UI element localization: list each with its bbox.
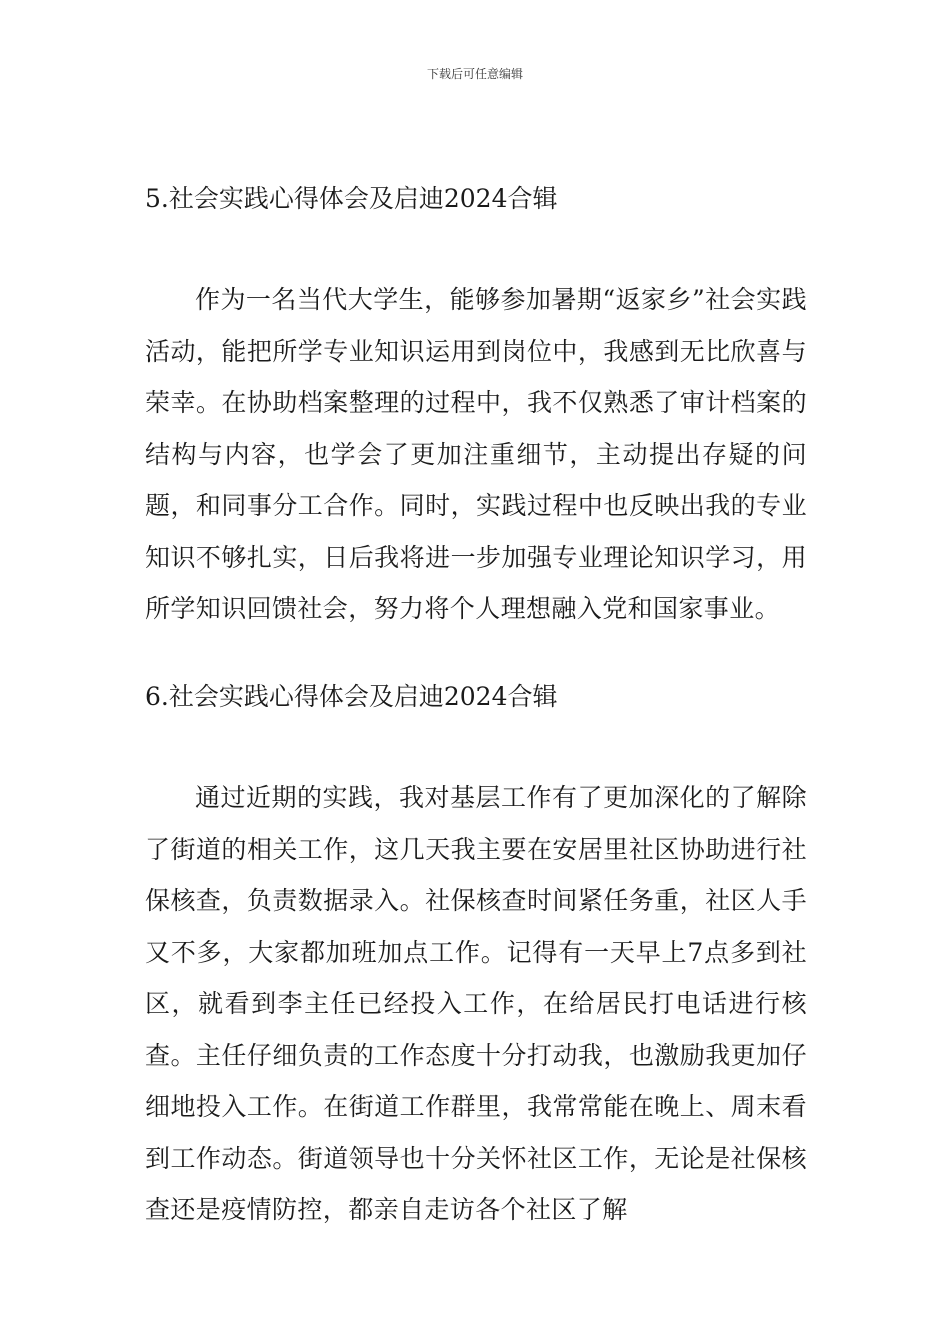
section-5-title: 5.社会实践心得体会及启迪2024合辑 (145, 184, 558, 213)
section-5-body: 作为一名当代大学生，能够参加暑期“返家乡”社会实践活动，能把所学专业知识运用到岗位中，我感到无比欣喜与荣幸。在协助档案整理的过程中，我不仅熟悉了审计档案的结构与内容，也学会了更加注重细节，主动提出存疑的问题，和同事分工合作。同时，实践过程中也反映出我的专业知识不够扎实，日后我将进一步加强专业理论知识学习，用所学知识回馈社会，努力将个人理想融入党和国家事业。 (145, 285, 807, 623)
section-6-body: 通过近期的实践，我对基层工作有了更加深化的了解除了街道的相关工作，这几天我主要在安居里社区协助进行社保核查，负责数据录入。社保核查时间紧任务重，社区人手又不多，大家都加班加点工作。记得有一天早上7点多到社区，就看到李主任已经投入工作，在给居民打电话进行核查。主任仔细负责的工作态度十分打动我，也激励我更加仔细地投入工作。在街道工作群里，我常常能在晚上、周末看到工作动态。街道领导也十分关怀社区工作，无论是社保核查还是疫情防控，都亲自走访各个社区了解 (145, 783, 807, 1224)
page-header: 下载后可任意编辑 (426, 67, 523, 81)
section-6-title: 6.社会实践心得体会及启迪2024合辑 (145, 682, 558, 711)
